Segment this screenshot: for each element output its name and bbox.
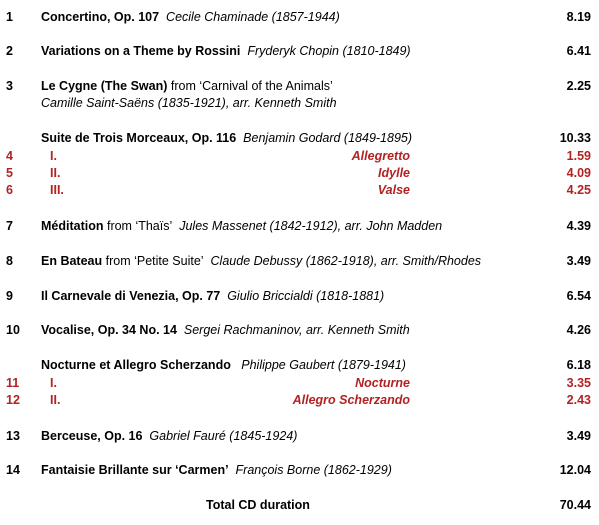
track-row (0, 43, 599, 60)
movement-number: 12 (6, 393, 20, 407)
work-composer: Benjamin Godard (1849-1895) (243, 131, 413, 145)
track-credits (41, 95, 337, 112)
track-row (0, 322, 599, 339)
track-composer: Sergei Rachmaninov (183, 323, 299, 337)
track-info (41, 218, 442, 235)
movement-name: Valse (377, 183, 410, 197)
work-title: Suite de Trois Morceaux, Op. 116 (41, 131, 237, 145)
track-title: Concertino, Op. 107 (41, 10, 160, 24)
track-title: Variations on a Theme by Rossini (41, 44, 241, 58)
movement-roman: I. (50, 149, 57, 163)
track-number: 7 (6, 219, 13, 233)
track-source: from ‘Petite Suite’ (102, 254, 204, 268)
track-composer: Giulio Briccialdi (1818-1881) (227, 289, 385, 303)
movement-row (0, 375, 599, 392)
track-composer: Gabriel Fauré (1845-1924) (149, 429, 298, 443)
movement-duration: 2.43 (566, 393, 591, 407)
track-title: Fantaisie Brillante sur ‘Carmen’ (41, 463, 229, 477)
track-composer: Cecile Chaminade (1857-1944) (166, 10, 340, 24)
track-row (0, 253, 599, 270)
movement-row (0, 392, 599, 409)
work-header-row (0, 130, 599, 147)
movement-number: 4 (6, 149, 13, 163)
track-arranger: , arr. Smith/Rhodes (373, 254, 482, 268)
track-duration: 8.19 (566, 10, 591, 24)
track-info (41, 253, 481, 270)
movement-row (0, 165, 599, 182)
movement-duration: 1.59 (566, 149, 591, 163)
track-number: 3 (6, 79, 13, 93)
track-info (41, 288, 384, 305)
work-info (41, 357, 406, 374)
movement-number: 11 (6, 376, 20, 390)
track-title: Il Carnevale di Venezia, Op. 77 (41, 289, 221, 303)
track-row (0, 462, 599, 479)
track-info (41, 322, 410, 339)
movement-name: Nocturne (355, 376, 410, 390)
movement-row (0, 182, 599, 199)
track-number: 14 (6, 463, 20, 477)
movement-roman: II. (50, 393, 61, 407)
movement-row (0, 148, 599, 165)
track-composer: Jules Massenet (1842-1912) (179, 219, 338, 233)
movement-duration: 4.25 (566, 183, 591, 197)
track-title: Vocalise, Op. 34 No. 14 (41, 323, 177, 337)
total-label: Total CD duration (206, 498, 310, 512)
movement-number: 5 (6, 166, 13, 180)
track-number: 8 (6, 254, 13, 268)
track-composer: Fryderyk Chopin (1810-1849) (247, 44, 411, 58)
track-number: 9 (6, 289, 13, 303)
track-arranger: , arr. John Madden (337, 219, 443, 233)
work-duration: 10.33 (559, 131, 591, 145)
track-number: 13 (6, 429, 20, 443)
track-info (41, 462, 392, 479)
track-duration: 6.41 (566, 44, 591, 58)
track-row (0, 78, 599, 95)
work-duration: 6.18 (566, 358, 591, 372)
movement-roman: I. (50, 376, 57, 390)
track-duration: 3.49 (566, 254, 591, 268)
track-row-continued (0, 95, 599, 112)
track-number: 10 (6, 323, 20, 337)
movement-number: 6 (6, 183, 13, 197)
movement-name: Allegretto (351, 149, 410, 163)
track-info (41, 428, 297, 445)
track-arranger: , arr. Kenneth Smith (225, 96, 337, 110)
track-title: Berceuse, Op. 16 (41, 429, 143, 443)
track-row (0, 9, 599, 26)
track-duration: 2.25 (566, 79, 591, 93)
work-title: Nocturne et Allegro Scherzando (41, 358, 231, 372)
track-duration: 3.49 (566, 429, 591, 443)
work-header-row (0, 357, 599, 374)
track-row (0, 218, 599, 235)
track-duration: 12.04 (559, 463, 591, 477)
movement-duration: 3.35 (566, 376, 591, 390)
total-row (0, 497, 599, 514)
movement-name: Idylle (378, 166, 410, 180)
movement-roman: III. (50, 183, 64, 197)
track-duration: 6.54 (566, 289, 591, 303)
track-number: 2 (6, 44, 13, 58)
movement-name: Allegro Scherzando (292, 393, 410, 407)
movement-roman: II. (50, 166, 61, 180)
track-composer: Camille Saint-Saëns (1835-1921) (41, 96, 226, 110)
track-row (0, 428, 599, 445)
track-info (41, 78, 333, 95)
track-duration: 4.39 (566, 219, 591, 233)
track-title: Le Cygne (The Swan) (41, 79, 168, 93)
track-row (0, 288, 599, 305)
work-composer: Philippe Gaubert (1879-1941) (241, 358, 406, 372)
track-info (41, 9, 340, 26)
work-info (41, 130, 412, 147)
track-number: 1 (6, 10, 13, 24)
track-title: Méditation (41, 219, 104, 233)
track-arranger: , arr. Kenneth Smith (299, 323, 410, 337)
track-title: En Bateau (41, 254, 103, 268)
track-source: from ‘Thaïs’ (103, 219, 173, 233)
track-info (41, 43, 411, 60)
track-duration: 4.26 (566, 323, 591, 337)
movement-duration: 4.09 (566, 166, 591, 180)
track-composer: François Borne (1862-1929) (235, 463, 392, 477)
track-source: from ‘Carnival of the Animals’ (167, 79, 333, 93)
total-duration: 70.44 (559, 498, 591, 512)
track-composer: Claude Debussy (1862-1918) (210, 254, 374, 268)
